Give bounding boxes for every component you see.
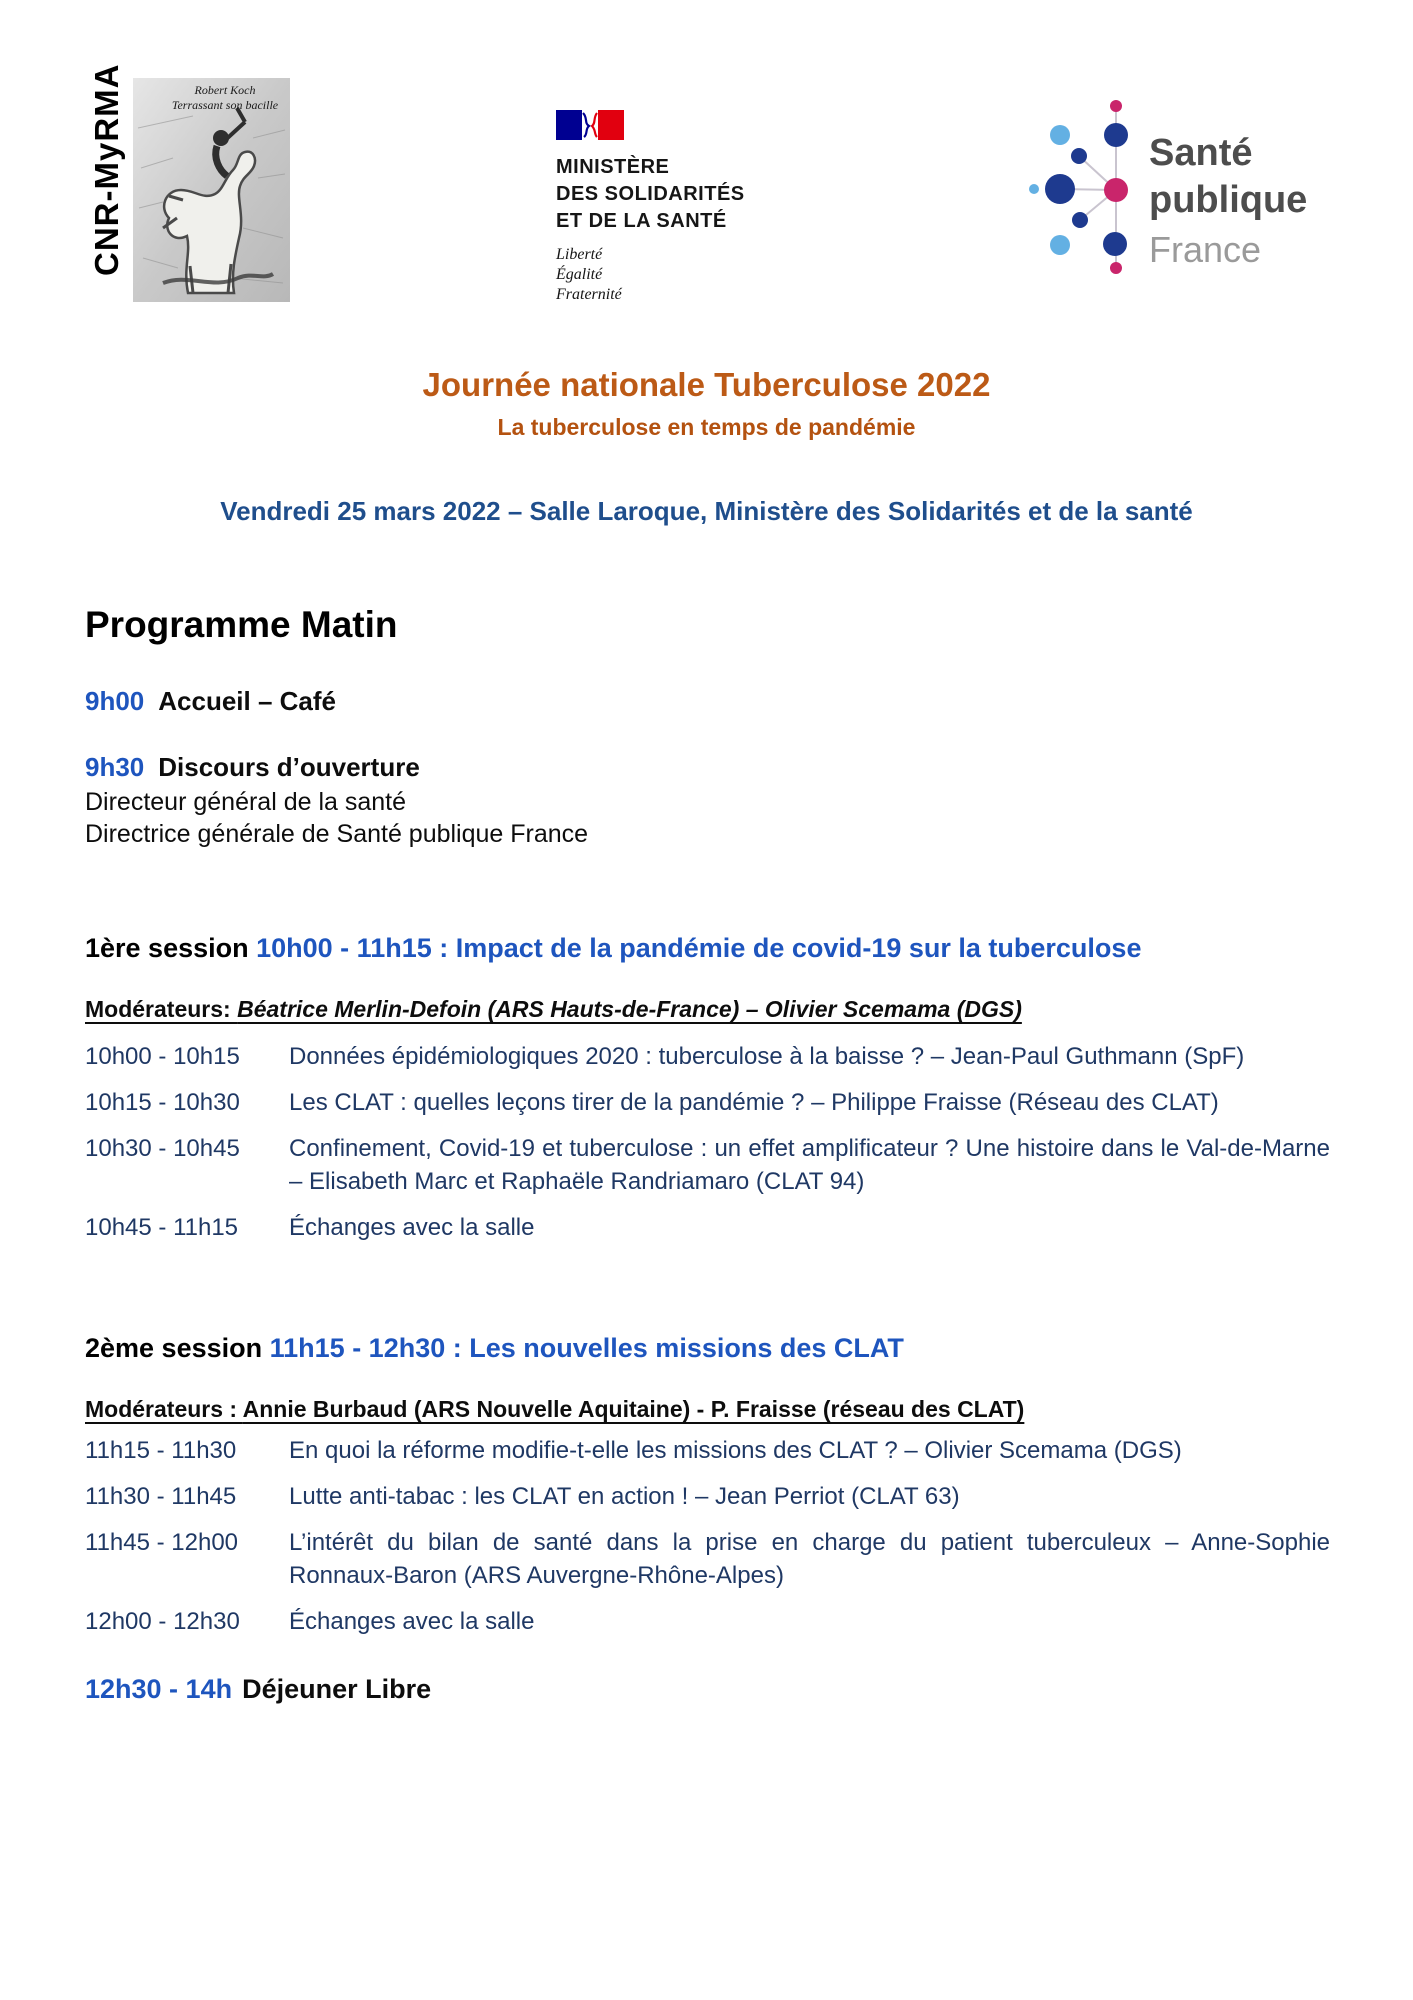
session2-schedule [85, 1434, 1330, 1638]
slot-topic: En quoi la réforme modifie-t-elle les missions des CLAT ? – Olivier Scemama (DGS) [289, 1437, 1182, 1464]
motto-fraternite: Fraternité [556, 286, 622, 303]
page-title: Journée nationale Tuberculose 2022 [422, 366, 991, 403]
ministry-line3: ET DE LA SANTÉ [556, 210, 727, 232]
slot-time: 10h30 - 10h45 [85, 1135, 240, 1162]
slot-time: 11h45 - 12h00 [85, 1529, 239, 1556]
cnr-myrma-label: CNR-MyRMA [88, 63, 125, 276]
session1-time-title: 10h00 - 11h15 : Impact de la pandémie de covid-19 sur la tuberculose [256, 933, 1142, 963]
session2-time-title: 11h15 - 12h30 : Les nouvelles missions des CLAT [269, 1333, 904, 1363]
ministry-line2: DES SOLIDARITÉS [556, 183, 745, 205]
slot-time: 11h15 - 11h30 [85, 1437, 237, 1464]
event-date-location: Vendredi 25 mars 2022 – Salle Laroque, Ministère des Solidarités et de la santé [220, 496, 1193, 526]
slot-topic: Lutte anti-tabac : les CLAT en action ! – Jean Perriot (CLAT 63) [289, 1483, 960, 1510]
session2-header [85, 1333, 904, 1364]
slot-time: 11h30 - 11h45 [85, 1483, 237, 1510]
slot-time: 10h45 - 11h15 [85, 1214, 239, 1241]
program-section-title: Programme Matin [85, 604, 398, 645]
agenda-label: Discours d’ouverture [158, 752, 420, 782]
agenda-item-ouverture [85, 752, 588, 850]
slot-topic: Échanges avec la salle [289, 1608, 535, 1635]
slot-topic: Données épidémiologiques 2020 : tuberculose à la baisse ? – Jean-Paul Guthmann (SpF) [289, 1043, 1245, 1070]
sante-publique-france-logo [1023, 88, 1353, 288]
agenda-item-accueil [85, 686, 336, 717]
spf-network-icon [1023, 88, 1143, 283]
ministry-logo [556, 110, 826, 305]
slot-topic: Échanges avec la salle [289, 1214, 535, 1241]
spf-word-publique: publique [1149, 179, 1308, 221]
slot-time: 10h00 - 10h15 [85, 1043, 240, 1070]
slot-time: 10h15 - 10h30 [85, 1089, 240, 1116]
agenda-item-dejeuner [85, 1674, 431, 1705]
session1-label: 1ère session [85, 933, 249, 963]
spf-word-france: France [1149, 229, 1262, 270]
session1-moderators [85, 996, 1022, 1023]
slot-time: 12h00 - 12h30 [85, 1608, 240, 1635]
agenda-label: Déjeuner Libre [242, 1674, 432, 1704]
session2-moderators [85, 1396, 1024, 1423]
ministry-line1: MINISTÈRE [556, 156, 670, 178]
moderators-prefix: Modérateurs: [85, 996, 238, 1022]
session2-label: 2ème session [85, 1333, 263, 1363]
motto-liberte: Liberté [556, 246, 603, 263]
french-flag-icon [556, 110, 624, 140]
koch-caption-line2: Terrassant son bacille [171, 98, 279, 112]
slot-topic: Confinement, Covid-19 et tuberculose : un effet amplificateur ? Une histoire dans le Val-de-Marne – Elisabeth Marc et Raphaële Randriamaro (CLAT 94) [289, 1135, 1330, 1195]
session1-header [85, 933, 1141, 964]
speaker-line: Directeur général de la santé [85, 788, 407, 816]
slot-topic: Les CLAT : quelles leçons tirer de la pandémie ? – Philippe Fraisse (Réseau des CLAT) [289, 1089, 1219, 1116]
moderators-prefix: Modérateurs : [85, 1396, 243, 1422]
agenda-label: Accueil – Café [158, 686, 337, 716]
agenda-time: 9h30 [85, 752, 145, 782]
moderators-names: Béatrice Merlin-Defoin (ARS Hauts-de-France) – Olivier Scemama (DGS) [237, 996, 1022, 1022]
koch-caption-line1: Robert Koch [194, 83, 256, 97]
agenda-time: 9h00 [85, 686, 145, 716]
page-subtitle: La tuberculose en temps de pandémie [497, 414, 916, 440]
spf-word-sante: Santé [1149, 132, 1253, 174]
slot-topic: L’intérêt du bilan de santé dans la prise en charge du patient tuberculeux – Anne-Sophie Ronnaux-Baron (ARS Auvergne-Rhône-Alpes) [289, 1529, 1330, 1589]
agenda-time: 12h30 - 14h [85, 1674, 233, 1704]
motto-egalite: Égalité [556, 266, 603, 283]
speaker-line: Directrice générale de Santé publique France [85, 820, 589, 848]
session1-schedule [85, 1040, 1330, 1244]
moderators-names: Annie Burbaud (ARS Nouvelle Aquitaine) - P. Fraisse (réseau des CLAT) [242, 1396, 1025, 1422]
koch-engraving-image [133, 78, 290, 307]
